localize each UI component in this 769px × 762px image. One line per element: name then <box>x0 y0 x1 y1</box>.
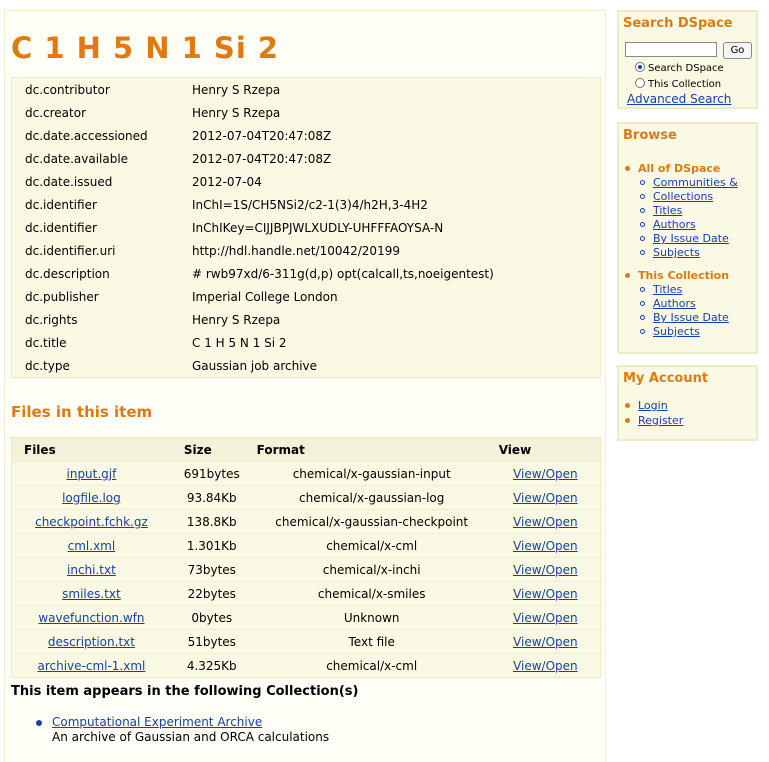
file-name-link[interactable]: description.txt <box>47 634 135 649</box>
file-format-cell <box>253 462 491 486</box>
file-format-cell <box>253 606 491 630</box>
metadata-value: 2012-07-04T20:47:08Z <box>192 151 332 166</box>
file-size-cell <box>171 606 253 630</box>
file-size-cell <box>171 534 253 558</box>
metadata-table <box>11 77 601 378</box>
metadata-row <box>12 354 601 378</box>
browse-collection-link[interactable]: Authors <box>653 297 696 310</box>
metadata-key: dc.date.available <box>25 151 129 166</box>
browse-all-link[interactable]: Titles <box>653 204 683 217</box>
search-scope-dspace[interactable] <box>635 62 724 74</box>
file-size: 51bytes <box>187 634 236 649</box>
browse-all-link[interactable]: By Issue Date <box>653 232 729 245</box>
file-size: 4.325Kb <box>186 658 237 673</box>
radio-selected-icon[interactable] <box>635 62 645 72</box>
search-scope-collection[interactable] <box>635 78 721 90</box>
view-open-link[interactable]: View/Open <box>513 514 578 529</box>
browse-collection-link[interactable]: By Issue Date <box>653 311 729 324</box>
metadata-row <box>12 193 601 216</box>
browse-collection-link[interactable]: Titles <box>653 283 683 296</box>
account-panel <box>617 365 758 441</box>
file-name-link[interactable]: archive-cml-1.xml <box>37 658 146 673</box>
view-open-link[interactable]: View/Open <box>513 658 578 673</box>
view-open-cell <box>491 630 601 654</box>
browse-collection-sublist <box>638 283 738 339</box>
metadata-value: Henry S Rzepa <box>192 105 281 120</box>
metadata-key: dc.date.issued <box>25 174 113 189</box>
metadata-value: 2012-07-04T20:47:08Z <box>192 128 332 143</box>
browse-list <box>625 161 738 339</box>
files-heading: Files in this item <box>11 403 153 421</box>
file-format-cell <box>253 510 491 534</box>
file-format: chemical/x-cml <box>326 658 418 673</box>
file-size-cell <box>171 630 253 654</box>
metadata-key: dc.type <box>25 358 70 373</box>
file-size-cell <box>171 558 253 582</box>
metadata-value: Imperial College London <box>192 289 338 304</box>
browse-all-item <box>653 218 738 232</box>
column-header-files: Files <box>12 438 171 462</box>
table-row <box>12 606 601 630</box>
browse-group-all <box>625 161 738 260</box>
file-size: 22bytes <box>187 586 236 601</box>
file-name-cell <box>12 486 171 510</box>
table-row <box>12 558 601 582</box>
browse-all-link[interactable]: Communities & <box>653 176 738 189</box>
file-size-cell <box>171 654 253 678</box>
file-size-cell <box>171 510 253 534</box>
advanced-search-link[interactable]: Advanced Search <box>627 92 732 106</box>
login-link[interactable]: Login <box>638 399 668 412</box>
metadata-row <box>12 285 601 308</box>
file-name-cell <box>12 534 171 558</box>
view-open-link[interactable]: View/Open <box>513 490 578 505</box>
browse-all-link[interactable]: Collections <box>653 190 714 203</box>
metadata-value: InChI=1S/CH5NSi2/c2-1(3)4/h2H,3-4H2 <box>192 197 428 212</box>
metadata-value: 2012-07-04 <box>192 174 262 189</box>
view-open-cell <box>491 558 601 582</box>
file-format-cell <box>253 558 491 582</box>
table-row <box>12 534 601 558</box>
browse-group-collection <box>625 268 738 339</box>
view-open-link[interactable]: View/Open <box>513 586 578 601</box>
column-header-size: Size <box>171 438 253 462</box>
page-title: C 1 H 5 N 1 Si 2 <box>11 31 280 65</box>
metadata-key: dc.identifier <box>25 220 97 235</box>
files-table <box>11 437 601 678</box>
account-item-register <box>625 413 683 428</box>
file-format-cell <box>253 486 491 510</box>
browse-group-all-label: All of DSpace <box>638 162 721 175</box>
metadata-key: dc.description <box>25 266 110 281</box>
browse-heading: Browse <box>623 128 677 143</box>
collection-description: An archive of Gaussian and ORCA calculations <box>52 730 330 744</box>
view-open-cell <box>491 510 601 534</box>
file-format: chemical/x-inchi <box>322 562 421 577</box>
view-open-link[interactable]: View/Open <box>513 466 578 481</box>
account-list <box>625 398 683 428</box>
browse-collection-item <box>653 311 738 325</box>
search-scope-dspace-label: Search DSpace <box>648 63 724 74</box>
column-header-view: View <box>491 438 601 462</box>
metadata-value: http://hdl.handle.net/10042/20199 <box>192 243 400 258</box>
radio-unselected-icon[interactable] <box>635 78 645 88</box>
file-format: chemical/x-gaussian-input <box>292 466 451 481</box>
file-size: 1.301Kb <box>186 538 237 553</box>
view-open-cell <box>491 462 601 486</box>
metadata-key: dc.date.accessioned <box>25 128 148 143</box>
file-size: 691bytes <box>183 466 240 481</box>
metadata-key: dc.identifier <box>25 197 97 212</box>
file-format: chemical/x-gaussian-checkpoint <box>275 514 469 529</box>
list-item <box>35 715 329 745</box>
go-button[interactable]: Go <box>723 42 752 59</box>
browse-panel <box>617 122 758 354</box>
table-row <box>12 654 601 678</box>
collections-heading: This item appears in the following Collection(s) <box>11 684 359 699</box>
browse-collection-item <box>653 325 738 339</box>
file-format-cell <box>253 534 491 558</box>
register-link[interactable]: Register <box>638 414 684 427</box>
metadata-key: dc.creator <box>25 105 87 120</box>
file-name-cell <box>12 582 171 606</box>
file-name-link[interactable]: logfile.log <box>62 490 121 505</box>
metadata-row <box>12 216 601 239</box>
metadata-key: dc.rights <box>25 312 78 327</box>
browse-all-item <box>653 190 738 204</box>
file-format: chemical/x-cml <box>326 538 418 553</box>
view-open-cell <box>491 486 601 510</box>
view-open-link[interactable]: View/Open <box>513 538 578 553</box>
file-name-link[interactable]: wavefunction.wfn <box>38 610 145 625</box>
search-panel <box>617 10 758 109</box>
table-row <box>12 582 601 606</box>
view-open-cell <box>491 606 601 630</box>
view-open-cell <box>491 654 601 678</box>
file-name-cell <box>12 606 171 630</box>
metadata-key: dc.title <box>25 335 67 350</box>
table-row <box>12 486 601 510</box>
metadata-value: Henry S Rzepa <box>192 82 281 97</box>
file-name-link[interactable]: smiles.txt <box>62 586 121 601</box>
file-name-cell <box>12 558 171 582</box>
browse-all-item <box>653 204 738 218</box>
file-name-link[interactable]: inchi.txt <box>67 562 116 577</box>
browse-group-collection-label: This Collection <box>638 269 730 282</box>
file-size-cell <box>171 582 253 606</box>
metadata-row <box>12 124 601 147</box>
view-open-link[interactable]: View/Open <box>513 634 578 649</box>
file-format: chemical/x-smiles <box>317 586 426 601</box>
column-header-format: Format <box>253 438 491 462</box>
file-name-cell <box>12 462 171 486</box>
file-size: 0bytes <box>191 610 233 625</box>
file-name-link[interactable]: checkpoint.fchk.gz <box>35 514 148 529</box>
collections-list <box>35 715 329 745</box>
view-open-cell <box>491 534 601 558</box>
metadata-key: dc.identifier.uri <box>25 243 116 258</box>
file-size-cell <box>171 462 253 486</box>
file-format-cell <box>253 582 491 606</box>
file-name-link[interactable]: input.gjf <box>66 466 117 481</box>
metadata-row <box>12 331 601 354</box>
metadata-row <box>12 170 601 193</box>
metadata-value: Gaussian job archive <box>192 358 318 373</box>
file-size-cell <box>171 486 253 510</box>
metadata-row <box>12 101 601 124</box>
table-row <box>12 630 601 654</box>
metadata-key: dc.publisher <box>25 289 99 304</box>
browse-all-link[interactable]: Subjects <box>653 246 700 259</box>
browse-all-sublist <box>638 176 738 260</box>
collection-link[interactable]: Computational Experiment Archive <box>52 715 263 729</box>
browse-collection-item <box>653 283 738 297</box>
file-format-cell <box>253 630 491 654</box>
file-name-link[interactable]: cml.xml <box>67 538 116 553</box>
file-size: 93.84Kb <box>186 490 237 505</box>
search-scope-collection-label: This Collection <box>648 79 722 90</box>
file-name-cell <box>12 654 171 678</box>
file-format: Unknown <box>343 610 400 625</box>
file-format: chemical/x-gaussian-log <box>299 490 445 505</box>
metadata-value: Henry S Rzepa <box>192 312 281 327</box>
browse-collection-item <box>653 297 738 311</box>
metadata-row <box>12 262 601 285</box>
file-format-cell <box>253 654 491 678</box>
view-open-link[interactable]: View/Open <box>513 610 578 625</box>
table-row <box>12 510 601 534</box>
account-item-login <box>625 398 683 413</box>
files-header-row <box>12 438 601 462</box>
metadata-row <box>12 308 601 331</box>
metadata-row <box>12 78 601 102</box>
browse-all-item <box>653 176 738 190</box>
file-size: 138.8Kb <box>186 514 237 529</box>
view-open-cell <box>491 582 601 606</box>
view-open-link[interactable]: View/Open <box>513 562 578 577</box>
search-input[interactable] <box>625 42 717 57</box>
metadata-value: # rwb97xd/6-311g(d,p) opt(calcall,ts,noeigentest) <box>192 266 494 281</box>
browse-all-item <box>653 232 738 246</box>
file-size: 73bytes <box>187 562 236 577</box>
browse-all-link[interactable]: Authors <box>653 218 696 231</box>
account-heading: My Account <box>623 371 709 386</box>
browse-all-item <box>653 246 738 260</box>
metadata-value: InChIKey=CIJJBPJWLXUDLY-UHFFFAOYSA-N <box>192 220 444 235</box>
table-row <box>12 462 601 486</box>
metadata-row <box>12 239 601 262</box>
file-name-cell <box>12 630 171 654</box>
file-name-cell <box>12 510 171 534</box>
metadata-value: C 1 H 5 N 1 Si 2 <box>192 335 287 350</box>
main-content <box>4 10 606 762</box>
metadata-row <box>12 147 601 170</box>
search-heading: Search DSpace <box>623 16 733 31</box>
browse-collection-link[interactable]: Subjects <box>653 325 700 338</box>
metadata-key: dc.contributor <box>25 82 110 97</box>
file-format: Text file <box>348 634 395 649</box>
